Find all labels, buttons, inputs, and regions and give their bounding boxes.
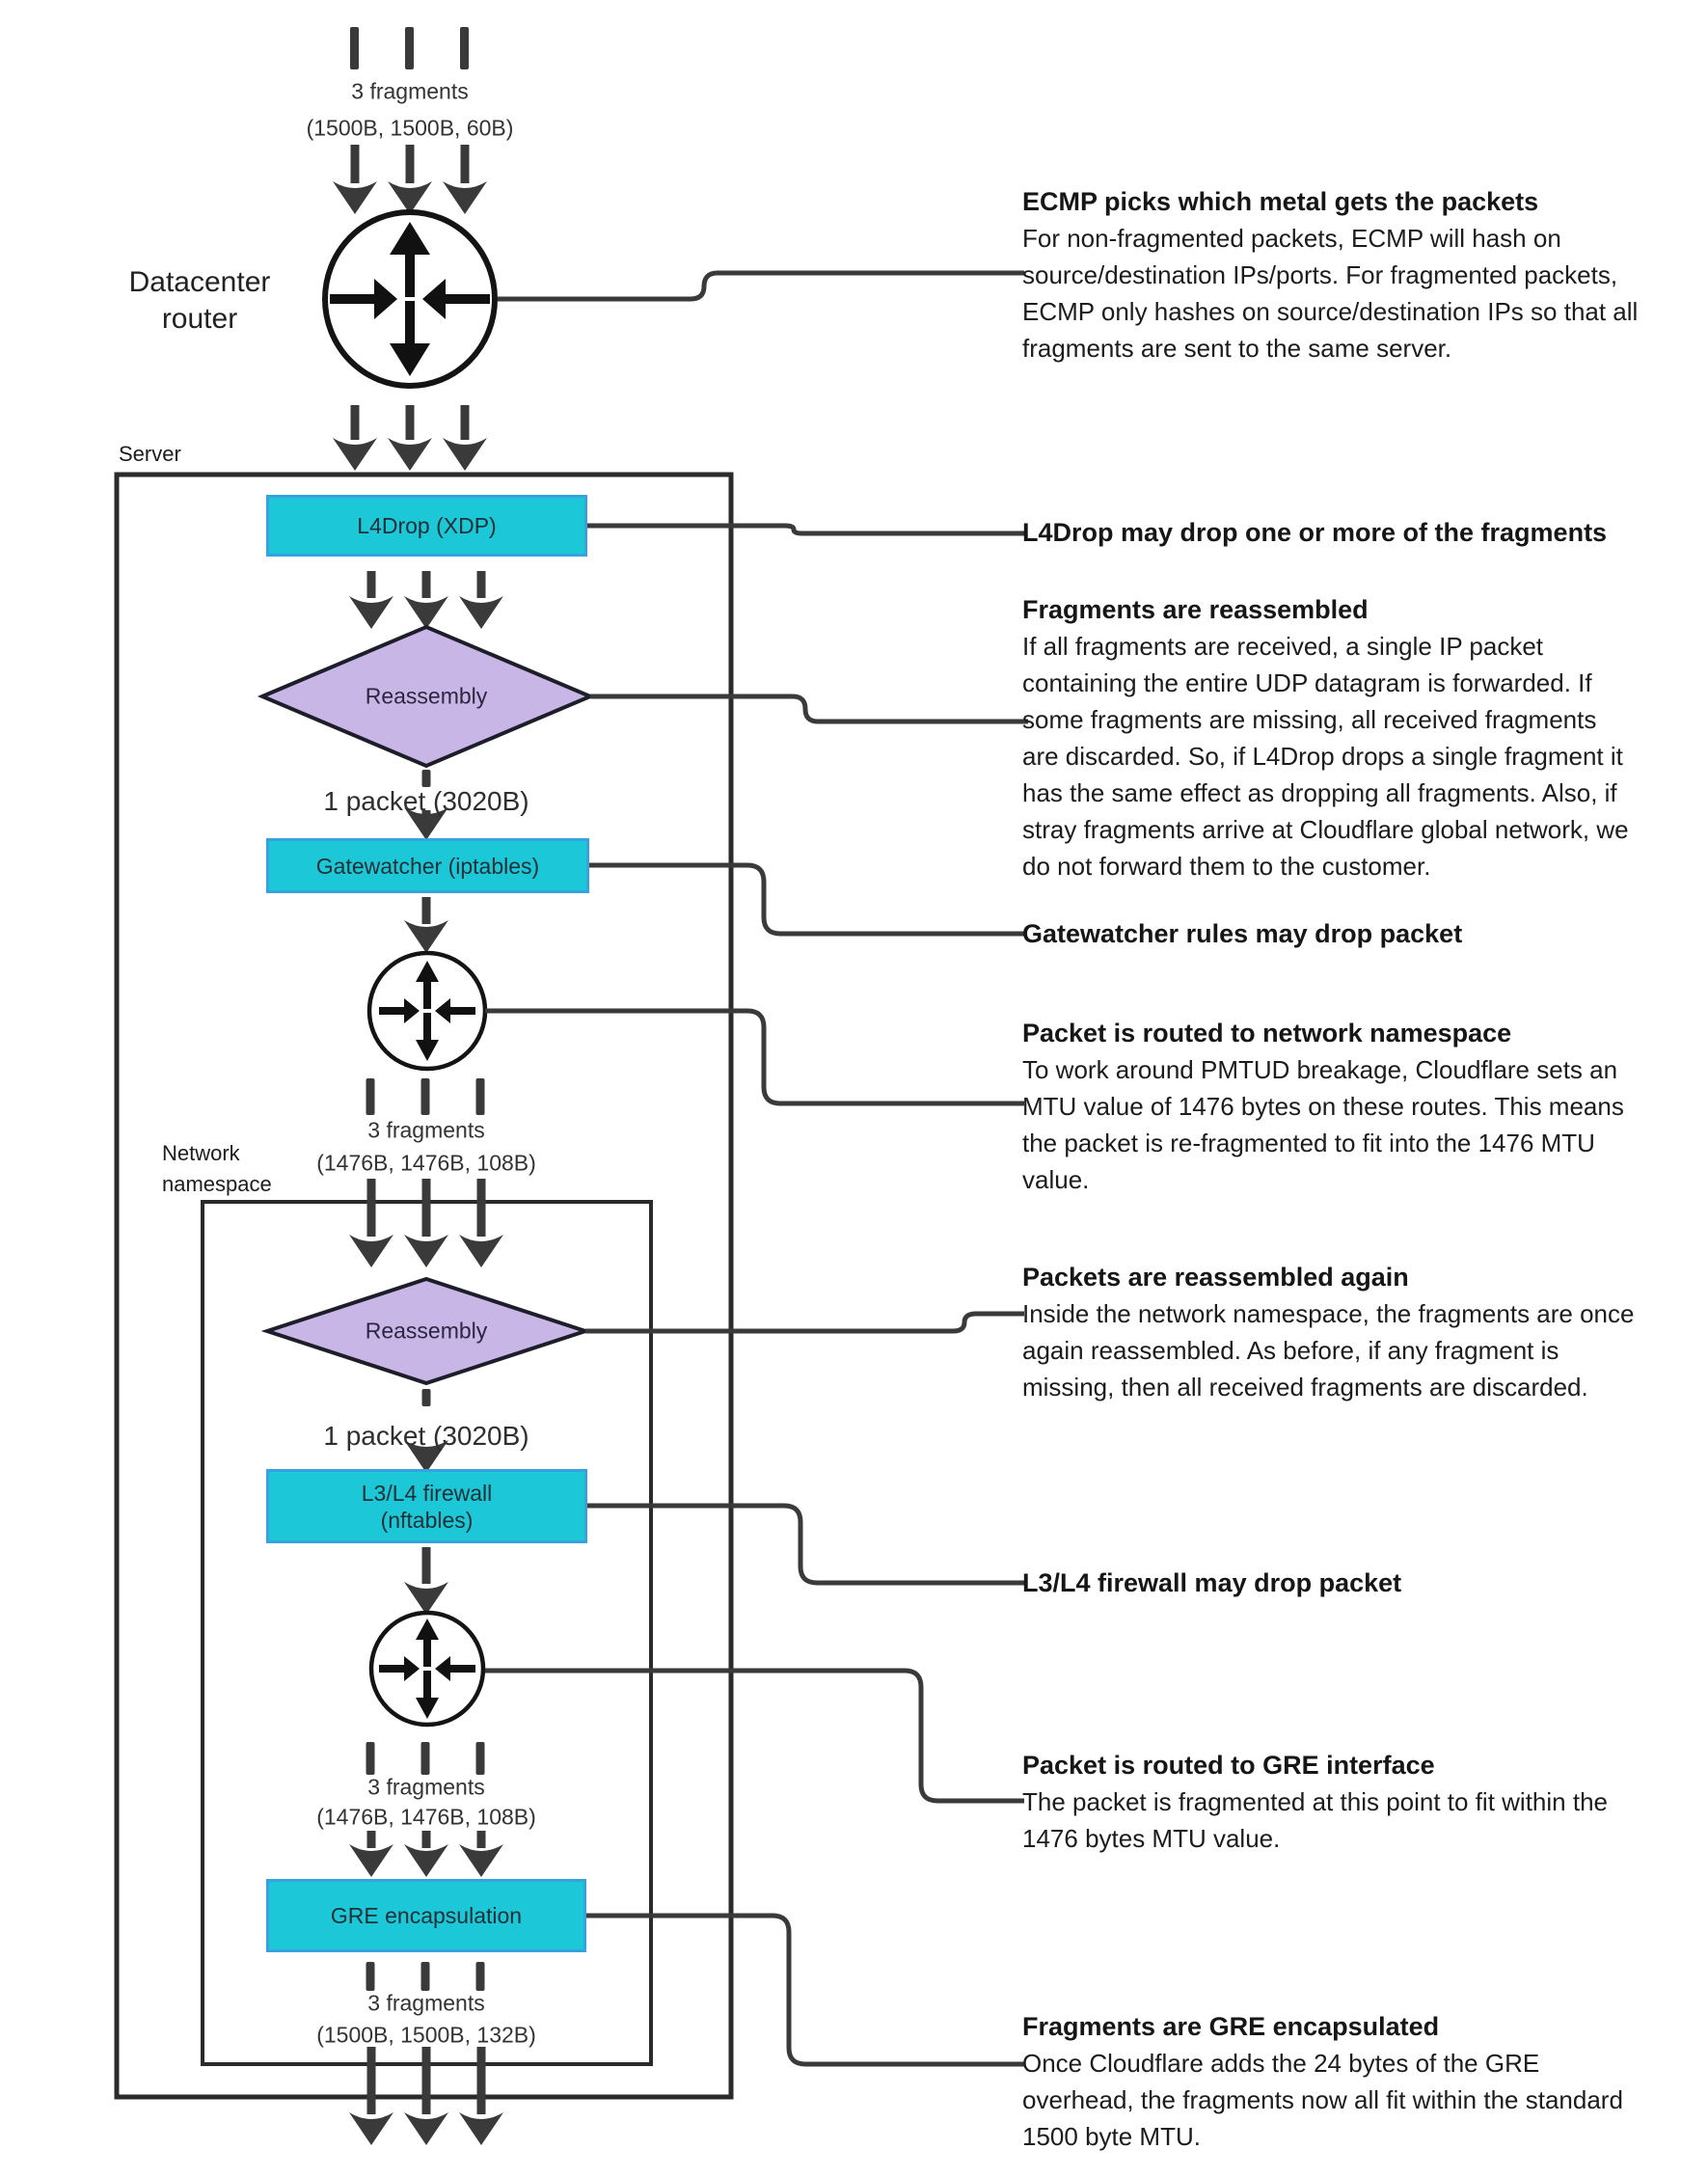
flow-arrows — [333, 145, 487, 214]
flow-arrows — [349, 2047, 503, 2145]
annotation-heading: Fragments are reassembled — [1022, 595, 1369, 624]
annotation-heading: Packet is routed to network namespace — [1022, 1019, 1512, 1048]
server-label: Server — [119, 442, 181, 466]
packet-dash — [422, 1389, 431, 1406]
annotation-line: the packet is re-fragmented to fit into the 1476 MTU — [1022, 1129, 1595, 1157]
l3l4-firewall-sublabel: (nftables) — [380, 1507, 474, 1533]
gre-encapsulation-label: GRE encapsulation — [330, 1903, 523, 1928]
packet-dashes — [350, 27, 469, 69]
annotation-line: some fragments are missing, all received fragments — [1022, 705, 1597, 734]
gatewatcher-node — [266, 838, 589, 893]
l3l4-firewall-label: L3/L4 firewall — [361, 1480, 493, 1506]
fragments-in-label: 3 fragments — [351, 78, 469, 104]
annotation-line: again reassembled. As before, if any fragment is — [1022, 1336, 1559, 1365]
annotation-line: To work around PMTUD breakage, Cloudflare sets an — [1022, 1055, 1618, 1084]
annotation-line: overhead, the fragments now all fit within the standard — [1022, 2085, 1623, 2114]
flow-arrows — [349, 571, 503, 629]
connector-line — [498, 273, 1024, 299]
annotation-line: 1476 bytes MTU value. — [1022, 1824, 1281, 1853]
packet-dashes — [366, 1078, 485, 1115]
annotation-gre-route — [1022, 1747, 1703, 1857]
fragments-ns-sizes: (1476B, 1476B, 108B) — [316, 1150, 536, 1176]
datacenter-router-label: Datacenter — [128, 266, 271, 298]
annotation-ecmp — [1022, 183, 1703, 367]
connector-line — [589, 865, 1024, 934]
reassembly-label: Reassembly — [365, 1318, 488, 1344]
flow-arrows — [349, 1179, 503, 1267]
l4drop-label: L4Drop (XDP) — [357, 513, 497, 538]
annotation-line: Inside the network namespace, the fragments are once — [1022, 1299, 1635, 1328]
annotation-line: missing, then all received fragments are discarded. — [1022, 1373, 1588, 1401]
annotation-line: do not forward them to the customer. — [1022, 852, 1431, 881]
l4drop-node — [266, 495, 587, 557]
annotation-heading: Gatewatcher rules may drop packet — [1022, 919, 1463, 948]
gatewatcher-label: Gatewatcher (iptables) — [315, 853, 540, 879]
annotation-line: For non-fragmented packets, ECMP will hash on — [1022, 224, 1561, 253]
fragments-in-sizes: (1500B, 1500B, 60B) — [306, 115, 514, 141]
annotation-heading: ECMP picks which metal gets the packets — [1022, 187, 1539, 216]
annotation-line: 1500 byte MTU. — [1022, 2122, 1201, 2151]
router-icon — [371, 1613, 483, 1725]
annotation-line: ECMP only hashes on source/destination IPs so that all — [1022, 297, 1639, 326]
annotation-line: value. — [1022, 1165, 1090, 1194]
annotation-heading: Packets are reassembled again — [1022, 1263, 1409, 1292]
flow-arrow — [404, 897, 448, 953]
network-namespace-label: Network — [162, 1141, 240, 1165]
annotation-line: fragments are sent to the same server. — [1022, 334, 1452, 363]
annotation-l4drop — [1022, 514, 1703, 551]
annotation-gre-encapsulated — [1022, 2008, 1703, 2155]
l3l4-firewall-node — [266, 1469, 587, 1543]
annotation-line: source/destination IPs/ports. For fragmented packets, — [1022, 260, 1618, 289]
reassembly-label: Reassembly — [365, 683, 488, 709]
annotation-line: Once Cloudflare adds the 24 bytes of the GRE — [1022, 2049, 1540, 2078]
network-namespace-label: namespace — [162, 1172, 272, 1196]
packet-size-label: 1 packet (3020B) — [323, 786, 529, 816]
annotation-heading: Fragments are GRE encapsulated — [1022, 2012, 1440, 2041]
flow-arrow — [404, 1547, 448, 1615]
annotation-reassembled — [1022, 591, 1703, 884]
packet-size-label: 1 packet (3020B) — [323, 1421, 529, 1451]
annotation-line: are discarded. So, if L4Drop drops a single fragment it — [1022, 742, 1623, 771]
fragments-out-sizes: (1500B, 1500B, 132B) — [316, 2022, 536, 2048]
flow-arrows — [349, 1831, 503, 1877]
packet-dashes — [366, 1742, 485, 1775]
annotation-heading: L4Drop may drop one or more of the fragments — [1022, 518, 1608, 547]
annotation-line: The packet is fragmented at this point to fit within the — [1022, 1787, 1608, 1816]
fragments-gre-sizes: (1476B, 1476B, 108B) — [316, 1804, 536, 1830]
datacenter-router-icon — [325, 212, 495, 386]
connector-line — [590, 696, 1028, 721]
annotation-reassembled-again — [1022, 1259, 1703, 1405]
packet-dash — [422, 770, 431, 787]
gre-encapsulation-node — [266, 1879, 586, 1952]
datacenter-router-label: router — [161, 303, 238, 335]
connector-line — [485, 1011, 1024, 1103]
annotation-line: If all fragments are received, a single IP packet — [1022, 632, 1544, 661]
annotation-line: has the same effect as dropping all fragments. Also, if — [1022, 778, 1617, 807]
annotation-gatewatcher — [1022, 915, 1703, 952]
fragments-ns-label: 3 fragments — [367, 1117, 485, 1143]
flow-arrows — [333, 405, 487, 471]
router-icon — [369, 953, 485, 1069]
fragments-gre-label: 3 fragments — [367, 1774, 485, 1800]
packet-dashes — [366, 1962, 485, 1991]
annotation-line: MTU value of 1476 bytes on these routes. This means — [1022, 1092, 1624, 1121]
fragments-out-label: 3 fragments — [367, 1990, 485, 2016]
annotation-line: stray fragments arrive at Cloudflare global network, we — [1022, 815, 1629, 844]
annotation-netns-route — [1022, 1015, 1703, 1198]
connector-line — [485, 1671, 1024, 1801]
connector-line — [587, 526, 1024, 533]
annotation-heading: Packet is routed to GRE interface — [1022, 1751, 1435, 1780]
annotation-heading: L3/L4 firewall may drop packet — [1022, 1568, 1402, 1597]
annotation-line: containing the entire UDP datagram is forwarded. If — [1022, 668, 1592, 697]
annotation-l3l4 — [1022, 1565, 1703, 1601]
